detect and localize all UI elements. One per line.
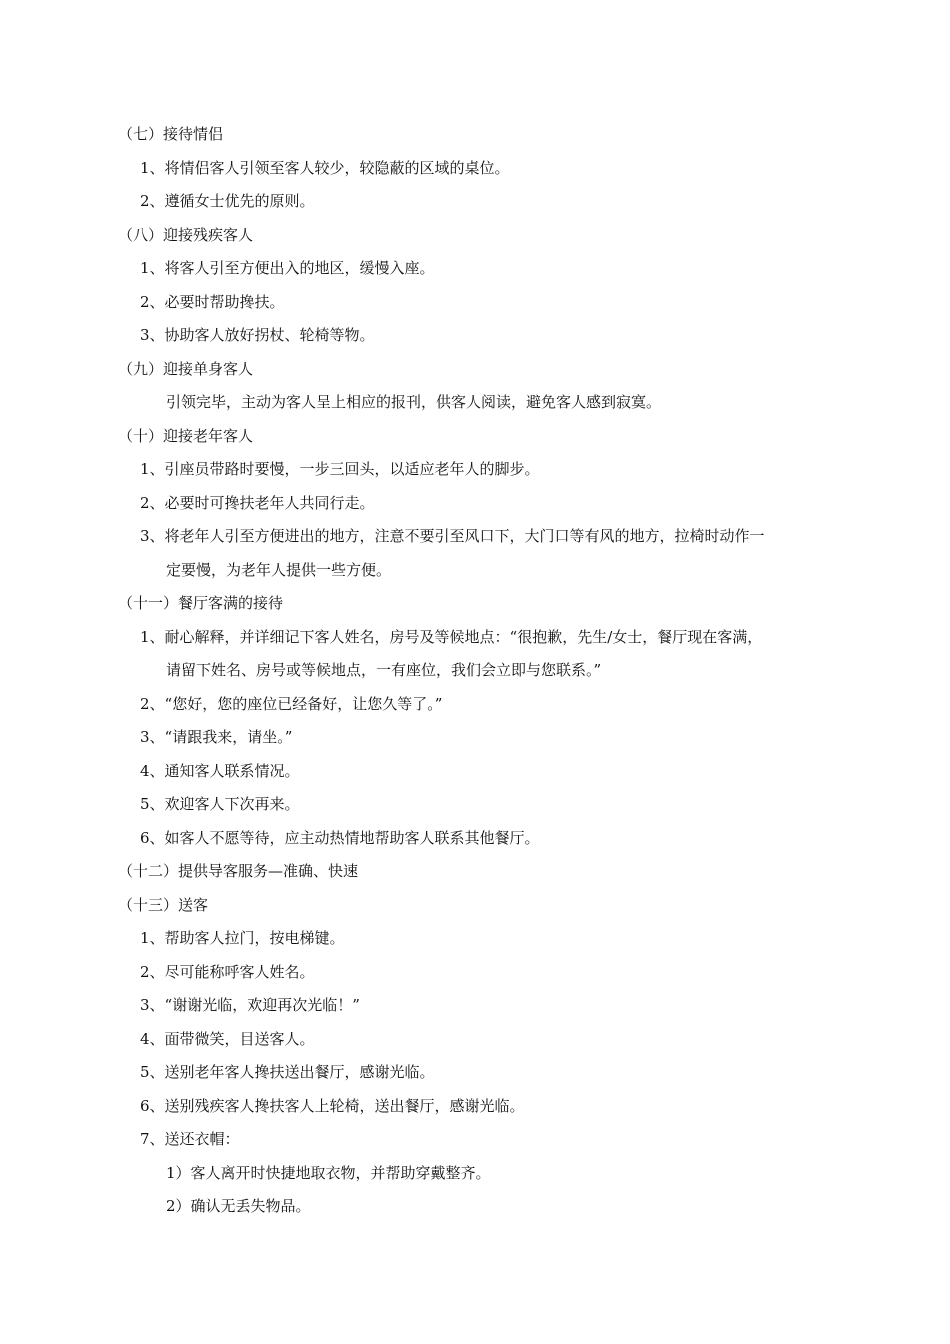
sub-list-item: 1）客人离开时快捷地取衣物，并帮助穿戴整齐。 bbox=[166, 1164, 491, 1182]
section-heading-13: （十三）送客 bbox=[118, 896, 209, 914]
list-item: 6、送别残疾客人搀扶客人上轮椅，送出餐厅，感谢光临。 bbox=[140, 1097, 525, 1115]
list-item: 3、“请跟我来，请坐。” bbox=[140, 728, 293, 746]
list-item: 3、将老年人引至方便进出的地方，注意不要引至风口下，大门口等有风的地方，拉椅时动作一 bbox=[140, 527, 765, 545]
list-item: 5、送别老年客人搀扶送出餐厅，感谢光临。 bbox=[140, 1063, 435, 1081]
section-heading-12: （十二）提供导客服务—准确、快速 bbox=[118, 862, 359, 880]
list-item: 2、遵循女士优先的原则。 bbox=[140, 192, 315, 210]
section-heading-11: （十一）餐厅客满的接待 bbox=[118, 594, 284, 612]
list-item: 4、面带微笑，目送客人。 bbox=[140, 1030, 315, 1048]
section-heading-7: （七）接待情侣 bbox=[118, 125, 224, 143]
list-item: 2、必要时可搀扶老年人共同行走。 bbox=[140, 494, 375, 512]
list-item: 1、引座员带路时要慢，一步三回头，以适应老年人的脚步。 bbox=[140, 460, 540, 478]
paragraph: 引领完毕，主动为客人呈上相应的报刊，供客人阅读，避免客人感到寂寞。 bbox=[166, 393, 662, 411]
list-item: 3、协助客人放好拐杖、轮椅等物。 bbox=[140, 326, 375, 344]
list-item: 1、将情侣客人引领至客人较少，较隐蔽的区域的桌位。 bbox=[140, 159, 510, 177]
list-item-continuation: 请留下姓名、房号或等候地点，一有座位，我们会立即与您联系。” bbox=[166, 661, 602, 679]
list-item: 5、欢迎客人下次再来。 bbox=[140, 795, 300, 813]
section-heading-8: （八）迎接残疾客人 bbox=[118, 226, 254, 244]
list-item: 2、必要时帮助搀扶。 bbox=[140, 293, 285, 311]
section-heading-9: （九）迎接单身客人 bbox=[118, 360, 254, 378]
list-item: 1、将客人引至方便出入的地区，缓慢入座。 bbox=[140, 259, 435, 277]
sub-list-item: 2）确认无丢失物品。 bbox=[166, 1197, 311, 1215]
list-item: 1、帮助客人拉门，按电梯键。 bbox=[140, 929, 345, 947]
list-item: 3、“谢谢光临，欢迎再次光临！” bbox=[140, 996, 360, 1014]
list-item: 4、通知客人联系情况。 bbox=[140, 762, 300, 780]
list-item-continuation: 定要慢，为老年人提供一些方便。 bbox=[166, 561, 392, 579]
list-item: 1、耐心解释，并详细记下客人姓名，房号及等候地点：“很抱歉，先生/女士，餐厅现在客满， bbox=[140, 628, 763, 646]
section-heading-10: （十）迎接老年客人 bbox=[118, 427, 254, 445]
list-item: 6、如客人不愿等待，应主动热情地帮助客人联系其他餐厅。 bbox=[140, 829, 540, 847]
list-item: 2、“您好，您的座位已经备好，让您久等了。” bbox=[140, 695, 443, 713]
list-item: 7、送还衣帽： bbox=[140, 1130, 240, 1148]
list-item: 2、尽可能称呼客人姓名。 bbox=[140, 963, 315, 981]
